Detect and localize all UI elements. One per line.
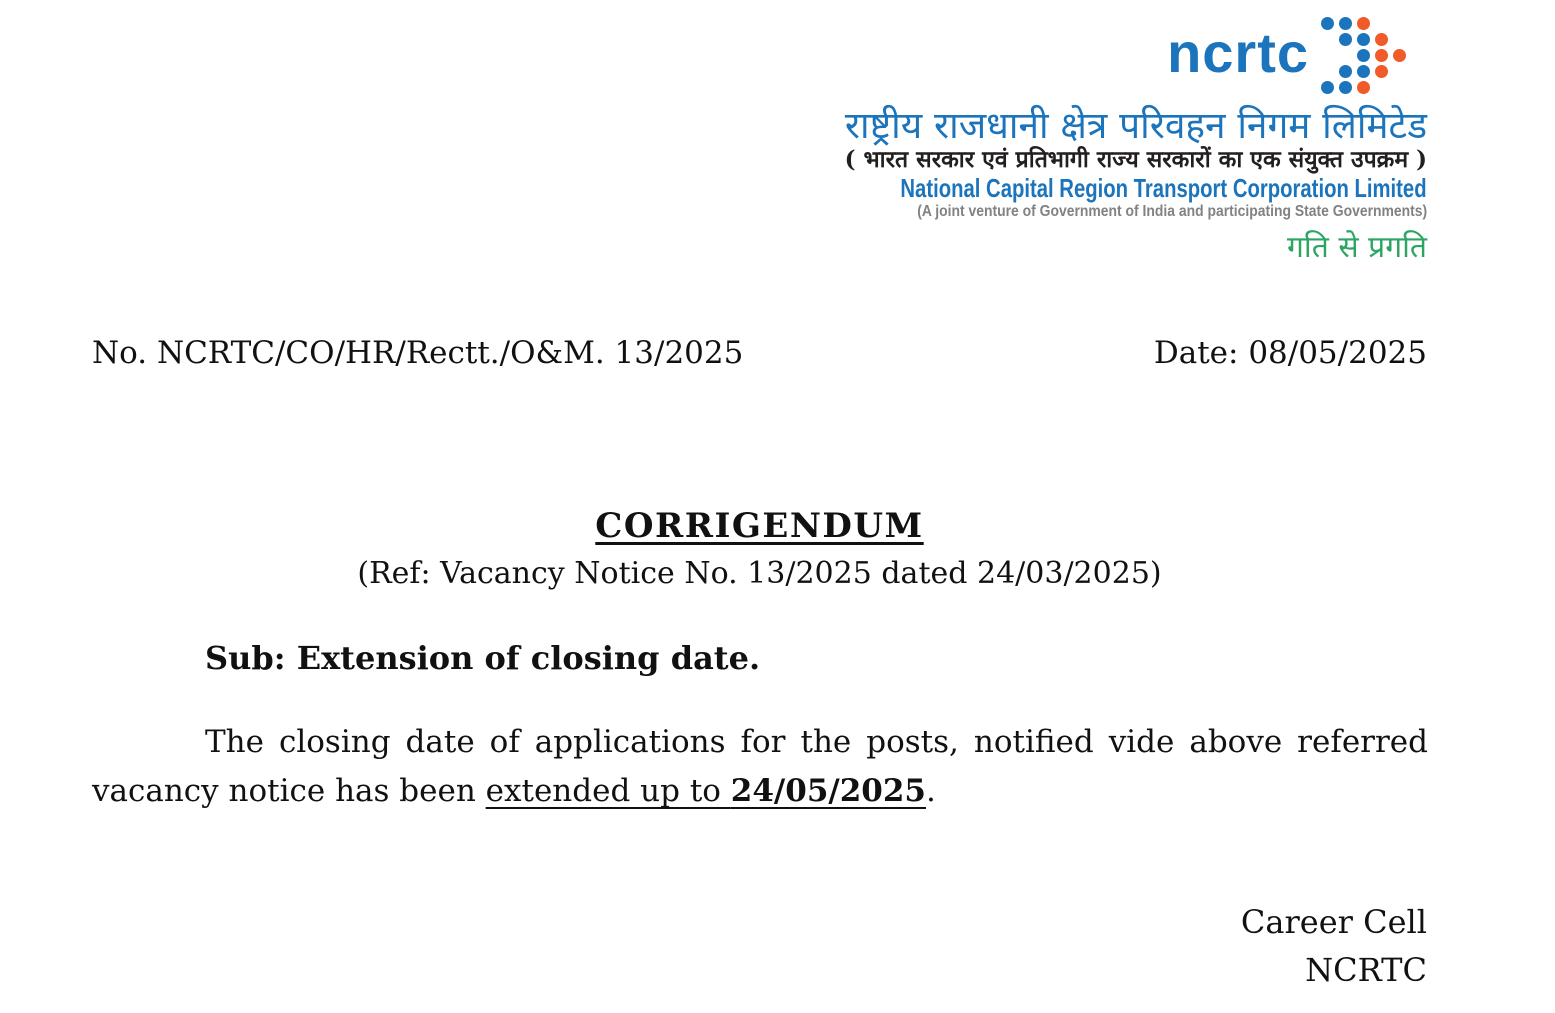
logo-dot bbox=[1321, 17, 1334, 30]
reference-number: No. NCRTC/CO/HR/Rectt./O&M. 13/2025 bbox=[92, 335, 744, 371]
ncrtc-logo-arrow-icon bbox=[1321, 17, 1407, 94]
new-closing-date: 24/05/2025 bbox=[730, 773, 926, 809]
logo-dot bbox=[1321, 81, 1334, 94]
logo-dot bbox=[1339, 33, 1352, 46]
company-subtitle-english: (A joint venture of Government of India and participating State Governments) bbox=[917, 203, 1427, 220]
body-paragraph bbox=[92, 718, 1428, 816]
body-line-2 bbox=[92, 767, 1428, 816]
logo-dot bbox=[1339, 17, 1352, 30]
logo-dot bbox=[1357, 33, 1370, 46]
logo-dot bbox=[1357, 17, 1370, 30]
company-tagline-hindi: गति से प्रगति bbox=[1287, 230, 1427, 265]
ncrtc-logo bbox=[1167, 8, 1407, 103]
signature-department: Career Cell bbox=[1240, 903, 1427, 941]
date-value: 08/05/2025 bbox=[1248, 335, 1427, 371]
date-line bbox=[1154, 333, 1427, 373]
date-label: Date: bbox=[1153, 335, 1239, 371]
body-line2-prefix: vacancy notice has been bbox=[92, 773, 486, 809]
ncrtc-logo-wordmark: ncrtc bbox=[1167, 20, 1309, 84]
subject-line: Sub: Extension of closing date. bbox=[205, 639, 761, 677]
body-line-1: The closing date of applications for the posts, notified vide above referred bbox=[205, 724, 1428, 760]
logo-dot bbox=[1357, 81, 1370, 94]
logo-dot bbox=[1375, 49, 1388, 62]
company-name-english: National Capital Region Transport Corporation Limited bbox=[900, 173, 1427, 203]
logo-dot bbox=[1375, 65, 1388, 78]
extended-up-to-text: extended up to bbox=[485, 773, 731, 809]
title-block bbox=[92, 506, 1427, 591]
logo-dot bbox=[1357, 49, 1370, 62]
logo-dot bbox=[1393, 49, 1406, 62]
logo-dot bbox=[1375, 33, 1388, 46]
body-line2-suffix: . bbox=[926, 773, 936, 809]
logo-dot bbox=[1339, 65, 1352, 78]
document-heading: CORRIGENDUM bbox=[595, 506, 924, 546]
signature-block bbox=[1241, 898, 1427, 994]
logo-dot bbox=[1357, 65, 1370, 78]
signature-organization: NCRTC bbox=[1305, 951, 1427, 989]
logo-dot bbox=[1339, 81, 1352, 94]
vacancy-notice-reference: (Ref: Vacancy Notice No. 13/2025 dated 24/03/2025) bbox=[357, 556, 1162, 591]
reference-row bbox=[92, 333, 1427, 373]
letterhead bbox=[844, 8, 1427, 265]
company-name-hindi: राष्ट्रीय राजधानी क्षेत्र परिवहन निगम लिमिटेड bbox=[844, 104, 1427, 147]
extended-date-underline bbox=[486, 773, 926, 809]
company-subtitle-hindi: ( भारत सरकार एवं प्रतिभागी राज्य सरकारों का एक संयुक्त उपक्रम ) bbox=[844, 146, 1427, 173]
